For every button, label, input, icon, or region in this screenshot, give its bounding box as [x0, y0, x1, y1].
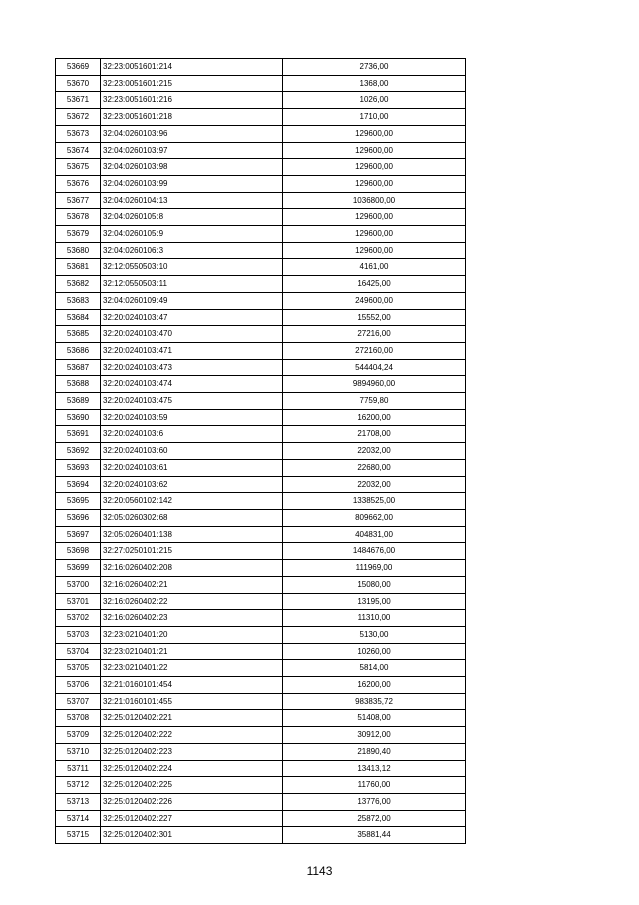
table-row [56, 175, 466, 192]
row-number-cell: 53704 [56, 643, 101, 660]
value-cell: 5130,00 [283, 626, 466, 643]
value-cell: 16425,00 [283, 276, 466, 293]
cadastral-number-cell: 32:25:0120402:226 [101, 793, 283, 810]
row-number-cell: 53706 [56, 677, 101, 694]
cadastral-number-cell: 32:20:0240103:470 [101, 326, 283, 343]
table-row [56, 760, 466, 777]
row-number-cell: 53695 [56, 493, 101, 510]
table-row [56, 793, 466, 810]
cadastral-number-cell: 32:12:0550503:11 [101, 276, 283, 293]
row-number-cell: 53697 [56, 526, 101, 543]
row-number-cell: 53685 [56, 326, 101, 343]
row-number-cell: 53684 [56, 309, 101, 326]
table-row [56, 426, 466, 443]
row-number-cell: 53686 [56, 342, 101, 359]
row-number-cell: 53691 [56, 426, 101, 443]
table-row [56, 326, 466, 343]
table-row [56, 493, 466, 510]
row-number-cell: 53699 [56, 560, 101, 577]
row-number-cell: 53705 [56, 660, 101, 677]
table-row [56, 810, 466, 827]
cadastral-number-cell: 32:04:0260104:13 [101, 192, 283, 209]
cadastral-number-cell: 32:23:0051601:218 [101, 109, 283, 126]
cadastral-number-cell: 32:04:0260103:98 [101, 159, 283, 176]
value-cell: 129600,00 [283, 209, 466, 226]
table-row [56, 543, 466, 560]
row-number-cell: 53675 [56, 159, 101, 176]
row-number-cell: 53701 [56, 593, 101, 610]
page-number: 1143 [306, 864, 333, 878]
cadastral-number-cell: 32:04:0260105:8 [101, 209, 283, 226]
cadastral-number-cell: 32:04:0260105:9 [101, 226, 283, 243]
value-cell: 10260,00 [283, 643, 466, 660]
cadastral-number-cell: 32:23:0051601:215 [101, 75, 283, 92]
value-cell: 22032,00 [283, 476, 466, 493]
cadastral-number-cell: 32:25:0120402:224 [101, 760, 283, 777]
table-row [56, 109, 466, 126]
cadastral-number-cell: 32:25:0120402:221 [101, 710, 283, 727]
value-cell: 16200,00 [283, 409, 466, 426]
value-cell: 13413,12 [283, 760, 466, 777]
value-cell: 249600,00 [283, 292, 466, 309]
cadastral-number-cell: 32:27:0250101:215 [101, 543, 283, 560]
value-cell: 13776,00 [283, 793, 466, 810]
row-number-cell: 53672 [56, 109, 101, 126]
table-row [56, 75, 466, 92]
value-cell: 111969,00 [283, 560, 466, 577]
row-number-cell: 53702 [56, 610, 101, 627]
cadastral-number-cell: 32:20:0240103:471 [101, 342, 283, 359]
cadastral-number-cell: 32:20:0240103:6 [101, 426, 283, 443]
cadastral-number-cell: 32:20:0240103:60 [101, 443, 283, 460]
row-number-cell: 53711 [56, 760, 101, 777]
row-number-cell: 53692 [56, 443, 101, 460]
cadastral-number-cell: 32:23:0210401:22 [101, 660, 283, 677]
cadastral-number-cell: 32:04:0260106:3 [101, 242, 283, 259]
value-cell: 5814,00 [283, 660, 466, 677]
value-cell: 11760,00 [283, 777, 466, 794]
cadastral-number-cell: 32:04:0260103:99 [101, 175, 283, 192]
row-number-cell: 53703 [56, 626, 101, 643]
value-cell: 7759,80 [283, 393, 466, 410]
table-row [56, 526, 466, 543]
value-cell: 404831,00 [283, 526, 466, 543]
table-row [56, 226, 466, 243]
row-number-cell: 53693 [56, 459, 101, 476]
cadastral-number-cell: 32:05:0260401:138 [101, 526, 283, 543]
table-row [56, 242, 466, 259]
table-row [56, 593, 466, 610]
table-row [56, 125, 466, 142]
cadastral-value-table [55, 58, 466, 844]
row-number-cell: 53714 [56, 810, 101, 827]
value-cell: 809662,00 [283, 509, 466, 526]
table-row [56, 376, 466, 393]
value-cell: 1368,00 [283, 75, 466, 92]
row-number-cell: 53683 [56, 292, 101, 309]
cadastral-number-cell: 32:20:0240103:62 [101, 476, 283, 493]
row-number-cell: 53670 [56, 75, 101, 92]
cadastral-number-cell: 32:20:0240103:59 [101, 409, 283, 426]
row-number-cell: 53713 [56, 793, 101, 810]
cadastral-number-cell: 32:20:0240103:475 [101, 393, 283, 410]
table-row [56, 342, 466, 359]
table-row [56, 359, 466, 376]
cadastral-number-cell: 32:04:0260103:96 [101, 125, 283, 142]
cadastral-number-cell: 32:20:0560102:142 [101, 493, 283, 510]
cadastral-number-cell: 32:05:0260302:68 [101, 509, 283, 526]
row-number-cell: 53709 [56, 727, 101, 744]
cadastral-number-cell: 32:16:0260402:23 [101, 610, 283, 627]
table-row [56, 777, 466, 794]
table-row [56, 209, 466, 226]
value-cell: 15080,00 [283, 576, 466, 593]
table-row [56, 92, 466, 109]
cadastral-number-cell: 32:21:0160101:454 [101, 677, 283, 694]
row-number-cell: 53671 [56, 92, 101, 109]
table-row [56, 459, 466, 476]
table-row [56, 660, 466, 677]
cadastral-number-cell: 32:23:0210401:21 [101, 643, 283, 660]
value-cell: 35881,44 [283, 827, 466, 844]
row-number-cell: 53679 [56, 226, 101, 243]
row-number-cell: 53669 [56, 59, 101, 76]
value-cell: 129600,00 [283, 242, 466, 259]
table-row [56, 827, 466, 844]
table-row [56, 610, 466, 627]
value-cell: 22032,00 [283, 443, 466, 460]
row-number-cell: 53694 [56, 476, 101, 493]
value-cell: 21890,40 [283, 743, 466, 760]
row-number-cell: 53681 [56, 259, 101, 276]
value-cell: 983835,72 [283, 693, 466, 710]
table-row [56, 560, 466, 577]
row-number-cell: 53687 [56, 359, 101, 376]
row-number-cell: 53696 [56, 509, 101, 526]
cadastral-number-cell: 32:25:0120402:223 [101, 743, 283, 760]
row-number-cell: 53712 [56, 777, 101, 794]
row-number-cell: 53690 [56, 409, 101, 426]
table-row [56, 142, 466, 159]
table-row [56, 259, 466, 276]
row-number-cell: 53710 [56, 743, 101, 760]
cadastral-number-cell: 32:21:0160101:455 [101, 693, 283, 710]
value-cell: 1338525,00 [283, 493, 466, 510]
table-row [56, 292, 466, 309]
table-row [56, 743, 466, 760]
row-number-cell: 53700 [56, 576, 101, 593]
value-cell: 15552,00 [283, 309, 466, 326]
row-number-cell: 53682 [56, 276, 101, 293]
table-row [56, 309, 466, 326]
cadastral-number-cell: 32:25:0120402:301 [101, 827, 283, 844]
cadastral-number-cell: 32:20:0240103:474 [101, 376, 283, 393]
row-number-cell: 53677 [56, 192, 101, 209]
row-number-cell: 53708 [56, 710, 101, 727]
value-cell: 129600,00 [283, 159, 466, 176]
cadastral-number-cell: 32:20:0240103:61 [101, 459, 283, 476]
cadastral-number-cell: 32:25:0120402:227 [101, 810, 283, 827]
table-row [56, 192, 466, 209]
table-body [56, 59, 466, 844]
cadastral-number-cell: 32:25:0120402:222 [101, 727, 283, 744]
table-row [56, 393, 466, 410]
value-cell: 1484676,00 [283, 543, 466, 560]
cadastral-number-cell: 32:25:0120402:225 [101, 777, 283, 794]
value-cell: 27216,00 [283, 326, 466, 343]
value-cell: 1036800,00 [283, 192, 466, 209]
cadastral-number-cell: 32:23:0210401:20 [101, 626, 283, 643]
table-row [56, 159, 466, 176]
row-number-cell: 53678 [56, 209, 101, 226]
cadastral-number-cell: 32:20:0240103:473 [101, 359, 283, 376]
value-cell: 11310,00 [283, 610, 466, 627]
table-row [56, 476, 466, 493]
value-cell: 129600,00 [283, 175, 466, 192]
value-cell: 129600,00 [283, 125, 466, 142]
cadastral-number-cell: 32:16:0260402:22 [101, 593, 283, 610]
value-cell: 544404,24 [283, 359, 466, 376]
value-cell: 129600,00 [283, 142, 466, 159]
row-number-cell: 53676 [56, 175, 101, 192]
table-row [56, 727, 466, 744]
row-number-cell: 53674 [56, 142, 101, 159]
value-cell: 25872,00 [283, 810, 466, 827]
table-row [56, 576, 466, 593]
value-cell: 16200,00 [283, 677, 466, 694]
cadastral-number-cell: 32:04:0260103:97 [101, 142, 283, 159]
value-cell: 51408,00 [283, 710, 466, 727]
row-number-cell: 53688 [56, 376, 101, 393]
value-cell: 4161,00 [283, 259, 466, 276]
value-cell: 1026,00 [283, 92, 466, 109]
row-number-cell: 53680 [56, 242, 101, 259]
value-cell: 2736,00 [283, 59, 466, 76]
value-cell: 30912,00 [283, 727, 466, 744]
row-number-cell: 53673 [56, 125, 101, 142]
cadastral-number-cell: 32:20:0240103:47 [101, 309, 283, 326]
row-number-cell: 53689 [56, 393, 101, 410]
table-row [56, 693, 466, 710]
cadastral-number-cell: 32:16:0260402:208 [101, 560, 283, 577]
cadastral-number-cell: 32:04:0260109:49 [101, 292, 283, 309]
row-number-cell: 53698 [56, 543, 101, 560]
table-row [56, 626, 466, 643]
table-row [56, 710, 466, 727]
table-row [56, 59, 466, 76]
cadastral-number-cell: 32:23:0051601:216 [101, 92, 283, 109]
table-row [56, 677, 466, 694]
table-row [56, 276, 466, 293]
table-row [56, 443, 466, 460]
cadastral-number-cell: 32:16:0260402:21 [101, 576, 283, 593]
cadastral-number-cell: 32:12:0550503:10 [101, 259, 283, 276]
row-number-cell: 53715 [56, 827, 101, 844]
table-row [56, 409, 466, 426]
value-cell: 22680,00 [283, 459, 466, 476]
table-row [56, 643, 466, 660]
value-cell: 1710,00 [283, 109, 466, 126]
value-cell: 13195,00 [283, 593, 466, 610]
value-cell: 21708,00 [283, 426, 466, 443]
cadastral-number-cell: 32:23:0051601:214 [101, 59, 283, 76]
row-number-cell: 53707 [56, 693, 101, 710]
value-cell: 9894960,00 [283, 376, 466, 393]
table-row [56, 509, 466, 526]
value-cell: 129600,00 [283, 226, 466, 243]
value-cell: 272160,00 [283, 342, 466, 359]
